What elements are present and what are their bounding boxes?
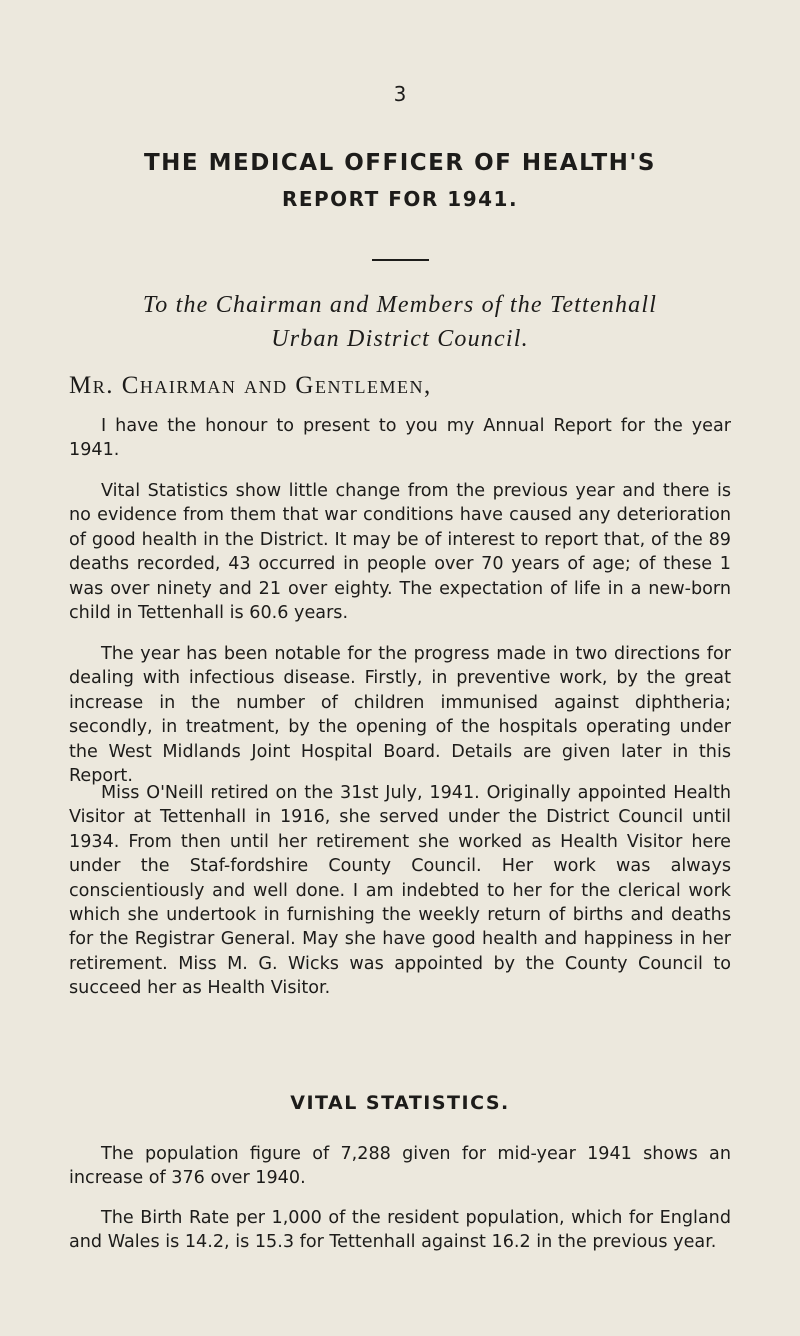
report-subtitle: REPORT FOR 1941. [281, 187, 519, 211]
divider-rule [372, 259, 429, 261]
salutation: Mr. Chairman and Gentlemen, [69, 372, 432, 399]
paragraph-infectious-disease: The year has been notable for the progress made in two directions for dealing with infectious disease. Firstly, in preventive work, by the great increase in the number of children immunised against diphtheria; secondly, in treatment, by the opening of the hospitals operating under the West Midlands Joint Hospital Board. Details are given later in this Report. [69, 644, 731, 787]
section-heading-vital-statistics: VITAL STATISTICS. [290, 1092, 510, 1114]
paragraph-birth-rate: The Birth Rate per 1,000 of the resident population, which for England and Wales is 14.2, is 15.3 for Tettenhall against 16.2 in the previous year. [69, 1208, 731, 1253]
paragraph-annual-report: I have the honour to present to you my Annual Report for the year 1941. [69, 416, 731, 461]
page-number: 3 [393, 82, 407, 106]
paragraph-population: The population figure of 7,288 given for mid-year 1941 shows an increase of 376 over 1940. [69, 1144, 731, 1189]
addressee-line-2: Urban District Council. [271, 326, 529, 352]
addressee-line-1: To the Chairman and Members of the Tettenhall [142, 292, 658, 318]
paragraph-vital-statistics-summary: Vital Statistics show little change from the previous year and there is no evidence from them that war conditions have caused any deterioration of good health in the District. It may be of interest to report that, of the 89 deaths recorded, 43 occurred in people over 70 years of age; of these 1 was over ninety and 21 over eighty. The expectation of life in a new-born child in Tettenhall is 60.6 years. [69, 481, 731, 624]
report-title: THE MEDICAL OFFICER OF HEALTH'S [143, 150, 656, 176]
paragraph-health-visitor: Miss O'Neill retired on the 31st July, 1941. Originally appointed Health Visitor at Tettenhall in 1916, she served under the District Council until 1934. From then until her retirement she worked as Health Visitor here under the Staf-fordshire County Council. Her work was always conscientiously and well done. I am indebted to her for the clerical work which she undertook in furnishing the weekly return of births and deaths for the Registrar General. May she have good health and happiness in her retirement. Miss M. G. Wicks was appointed by the County Council to succeed her as Health Visitor. [69, 783, 731, 999]
